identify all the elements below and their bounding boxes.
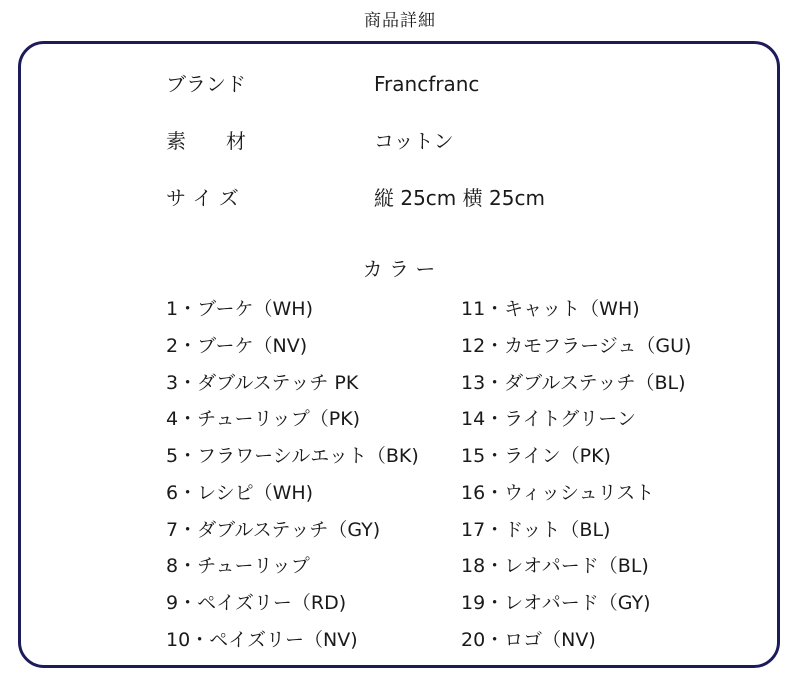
color-heading: カ ラ ー <box>362 257 436 281</box>
color-item: 2・ブーケ（NV) <box>166 334 308 357</box>
color-list-left <box>166 297 419 665</box>
color-item: 4・チューリップ（PK) <box>166 408 361 431</box>
color-item: 8・チューリップ <box>166 555 310 578</box>
color-item: 20・ロゴ（NV) <box>461 628 596 651</box>
size-value: 縦 25cm 横 25cm <box>374 186 545 210</box>
color-item: 12・カモフラージュ（GU) <box>461 334 692 357</box>
color-item: 6・レシピ（WH) <box>166 481 314 504</box>
color-item: 1・ブーケ（WH) <box>166 298 314 320</box>
color-item: 5・フラワーシルエット（BK) <box>166 445 419 467</box>
color-item: 13・ダブルステッチ（BL) <box>461 371 686 394</box>
color-item: 3・ダブルステッチ PK <box>166 371 359 394</box>
color-item: 15・ライン（PK) <box>461 445 611 467</box>
material-label: 素 材 <box>166 129 246 153</box>
color-item: 11・キャット（WH) <box>461 298 640 320</box>
color-item: 9・ペイズリー（RD) <box>166 592 347 614</box>
color-item: 10・ペイズリー（NV) <box>166 628 358 651</box>
brand-value: Francfranc <box>374 72 480 96</box>
color-item: 19・レオパード（GY) <box>461 592 651 614</box>
brand-label: ブランド <box>166 72 246 96</box>
color-item: 16・ウィッシュリスト <box>461 481 655 504</box>
color-item: 14・ライトグリーン <box>461 408 636 431</box>
material-value: コットン <box>374 129 454 153</box>
color-list-right <box>461 297 691 665</box>
size-label: サ イ ズ <box>166 186 239 210</box>
color-item: 7・ダブルステッチ（GY) <box>166 518 381 541</box>
page-title: 商品詳細 <box>364 11 436 31</box>
product-details-card <box>18 41 780 668</box>
color-item: 17・ドット（BL) <box>461 518 611 541</box>
color-item: 18・レオパード（BL) <box>461 555 649 578</box>
